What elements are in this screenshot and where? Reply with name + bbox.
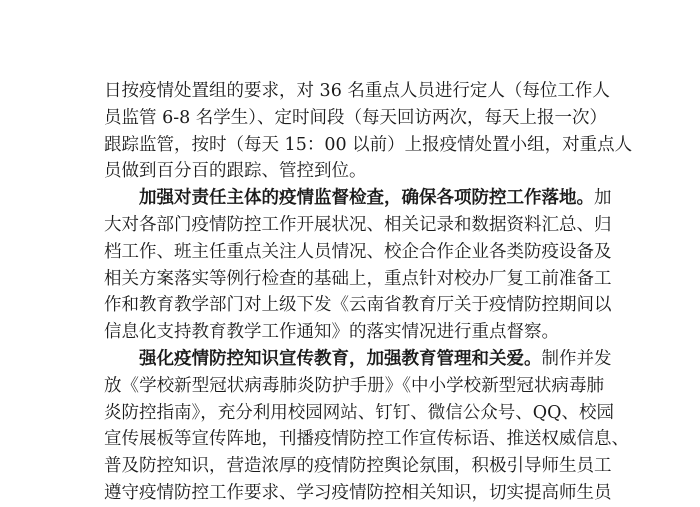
paragraph-line: 炎防控指南》，充分利用校园网站、钉钉、微信公众号、QQ、校园 — [104, 402, 614, 423]
paragraph-3 — [104, 346, 629, 507]
paragraph-line: 相关方案落实等例行检查的基础上，重点针对校办厂复工前准备工 — [104, 268, 612, 289]
paragraph-line: 员监管 6-8 名学生）、定时间段（每天回访两次，每天上报一次） — [104, 107, 608, 128]
paragraph-line: 跟踪监管，按时（每天 15：00 以前）上报疫情处置小组，对重点人 — [104, 134, 633, 155]
paragraph-1 — [104, 78, 633, 185]
paragraph-first-line — [104, 346, 612, 373]
paragraph-line: 放《学校新型冠状病毒肺炎防护手册》《中小学校新型冠状病毒肺 — [104, 375, 604, 396]
paragraph-heading: 加强对责任主体的疫情监督检查，确保各项防控工作落地。 — [139, 188, 594, 209]
document-body — [104, 78, 633, 507]
paragraph-heading: 强化疫情防控知识宣传教育，加强教育管理和关爱。 — [139, 348, 542, 369]
paragraph-2 — [104, 185, 612, 346]
paragraph-line: 遵守疫情防控工作要求、学习疫情防控相关知识，切实提高师生员 — [104, 482, 612, 503]
paragraph-line: 大对各部门疫情防控工作开展状况、相关记录和数据资料汇总、归 — [104, 214, 612, 235]
paragraph-first-line — [104, 185, 612, 212]
paragraph-line: 员做到百分百的跟踪、管控到位。 — [104, 161, 367, 182]
paragraph-line: 宣传展板等宣传阵地，刊播疫情防控工作宣传标语、推送权威信息、 — [104, 429, 629, 450]
paragraph-line: 档工作、班主任重点关注人员情况、校企合作企业各类防疫设备及 — [104, 241, 612, 262]
paragraph-line: 信息化支持教育教学工作通知》的落实情况进行重点督察。 — [104, 322, 559, 343]
paragraph-first-line-tail: 加 — [594, 188, 612, 209]
paragraph-line: 作和教育教学部门对上级下发《云南省教育厅关于疫情防控期间以 — [104, 295, 612, 316]
paragraph-line: 日按疫情处置组的要求，对 36 名重点人员进行定人（每位工作人 — [104, 81, 610, 101]
paragraph-first-line-tail: 制作并发 — [541, 348, 612, 369]
paragraph-line: 普及防控知识，营造浓厚的疫情防控舆论氛围，积极引导师生员工 — [104, 456, 612, 477]
